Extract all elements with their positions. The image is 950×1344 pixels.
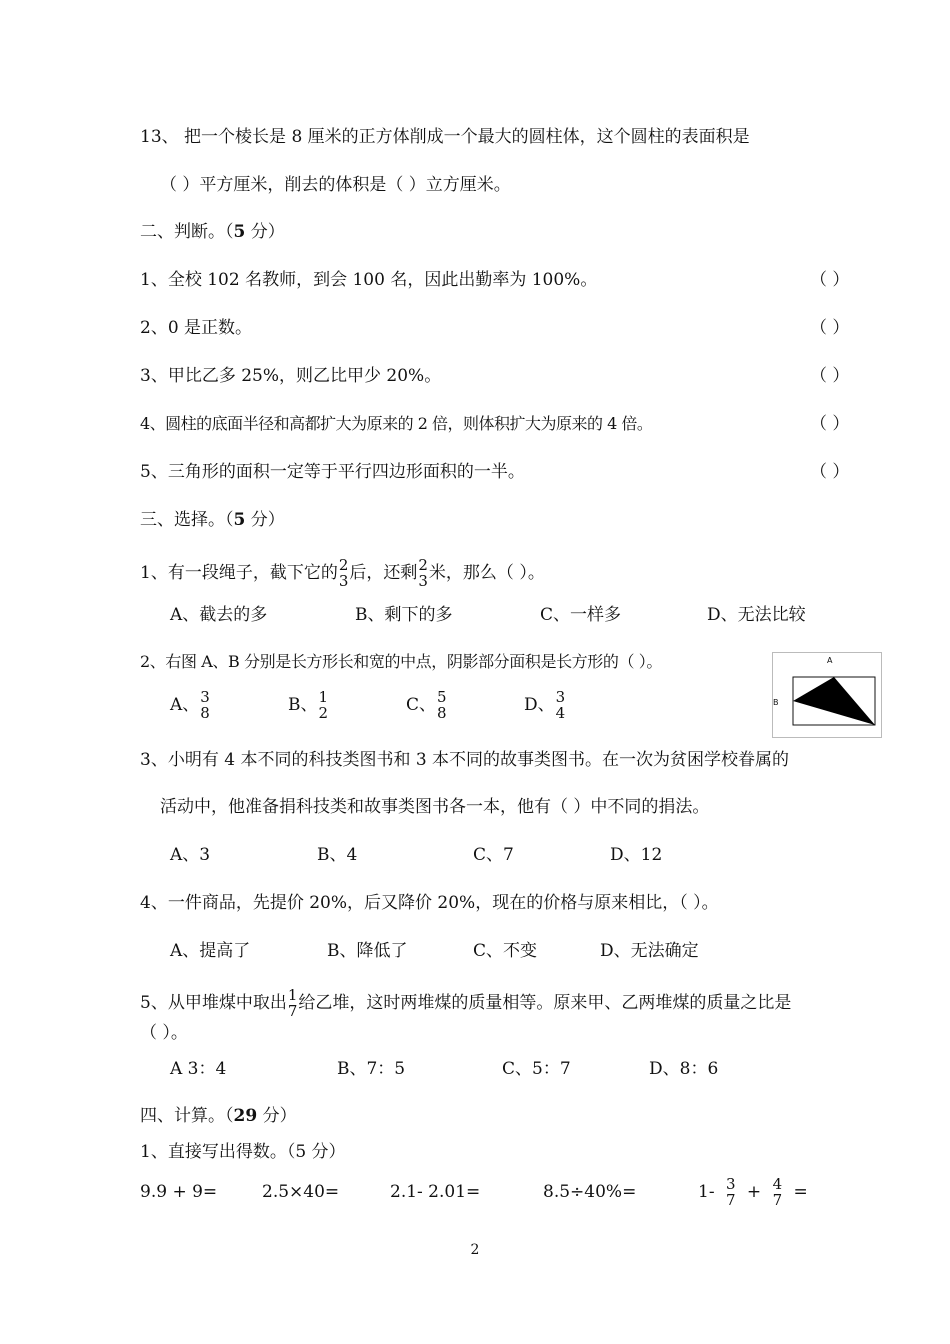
choice-q2-option-d[interactable] [524, 690, 566, 721]
judge-answer-1[interactable]: （ ） [810, 270, 850, 290]
fraction-three-sevenths [726, 1177, 736, 1208]
q13-line2: （ ）平方厘米，削去的体积是（ ）立方厘米。 [160, 175, 511, 195]
fraction-denominator: 7 [287, 1002, 298, 1020]
fraction-numerator: 3 [725, 1175, 736, 1193]
choice-q4-text: 4、一件商品，先提价 20%，后又降价 20%，现在的价格与原来相比，（ ）。 [140, 893, 719, 913]
section3-score: 5 [233, 510, 246, 530]
choice-q5-option-a[interactable]: A 3：4 [170, 1059, 227, 1079]
choice-q3-option-a[interactable]: A、3 [170, 845, 211, 865]
shaded-triangle [793, 677, 875, 725]
expr-2: 2.5×40= [262, 1182, 340, 1202]
section4-score: 29 [233, 1106, 258, 1126]
fraction-two-thirds-2 [418, 558, 428, 589]
fraction-numerator: 4 [772, 1175, 783, 1193]
choice-q3-option-b[interactable]: B、4 [317, 845, 358, 865]
fraction-numerator: 3 [555, 688, 566, 706]
fraction-one-seventh [288, 988, 298, 1019]
fraction-option-d [556, 690, 566, 721]
expr-3: 2.1- 2.01= [390, 1182, 481, 1202]
option-prefix: A、 [170, 695, 200, 715]
fraction-two-thirds-1 [339, 558, 349, 589]
option-prefix: B、 [288, 695, 318, 715]
fraction-denominator: 3 [418, 572, 428, 590]
section2-title-text: 二、判断。（ [140, 222, 234, 242]
fraction-option-a [200, 690, 210, 721]
choice-q5-text-b: 给乙堆，这时两堆煤的质量相等。原来甲、乙两堆煤的质量之比是 [298, 993, 792, 1013]
choice-q1-option-b[interactable]: B、剩下的多 [355, 605, 453, 625]
q13-line1: 13、 把一个棱长是 8 厘米的正方体削成一个最大的圆柱体，这个圆柱的表面积是 [140, 127, 750, 147]
section2-title [140, 222, 285, 242]
choice-q3-line2: 活动中，他准备捐科技类和故事类图书各一本，他有（ ）中不同的捐法。 [160, 797, 710, 817]
choice-q3-line1: 3、小明有 4 本不同的科技类图书和 3 本不同的故事类图书。在一次为贫困学校眷属的 [140, 750, 790, 770]
fraction-denominator: 3 [338, 572, 349, 590]
choice-q2-text: 2、右图 A、B 分别是长方形长和宽的中点，阴影部分面积是长方形的（ ）。 [140, 652, 662, 671]
choice-q5-line1 [140, 988, 791, 1019]
fraction-denominator: 7 [772, 1191, 783, 1209]
choice-q4-option-b[interactable]: B、降低了 [327, 941, 408, 961]
fraction-denominator: 8 [200, 704, 210, 722]
choice-q1-option-d[interactable]: D、无法比较 [707, 605, 806, 625]
fraction-numerator: 3 [200, 688, 210, 706]
section3-title-text: 三、选择。（ [140, 510, 234, 530]
section4-q1-title: 1、直接写出得数。（5 分） [140, 1142, 346, 1162]
fraction-denominator: 7 [725, 1191, 736, 1209]
choice-q1-text-b: 后，还剩 [349, 563, 418, 583]
section4-title [140, 1106, 297, 1126]
expr-4: 8.5÷40%= [543, 1182, 637, 1202]
page-number: 2 [470, 1242, 480, 1258]
section4-suffix: 分） [257, 1106, 297, 1126]
choice-q2-option-a[interactable] [170, 690, 211, 721]
expr-5 [698, 1172, 808, 1212]
fraction-option-b [319, 690, 329, 721]
section2-suffix: 分） [245, 222, 285, 242]
choice-q1-option-a[interactable]: A、截去的多 [170, 605, 268, 625]
choice-q1-option-c[interactable]: C、一样多 [540, 605, 622, 625]
section3-suffix: 分） [245, 510, 285, 530]
choice-q3-option-d[interactable]: D、12 [610, 845, 663, 865]
fraction-numerator: 1 [287, 986, 298, 1004]
choice-q4-option-a[interactable]: A、提高了 [170, 941, 251, 961]
fraction-numerator: 2 [338, 556, 349, 574]
choice-q1 [140, 558, 545, 589]
fraction-denominator: 2 [318, 704, 329, 722]
choice-q1-text-c: 米，那么（ ）。 [428, 563, 545, 583]
choice-q5-option-b[interactable]: B、7：5 [337, 1059, 406, 1079]
judge-item-1: 1、全校 102 名教师，到会 100 名，因此出勤率为 100%。 [140, 270, 598, 290]
choice-q1-text-a: 1、有一段绳子，截下它的 [140, 563, 338, 583]
fraction-numerator: 5 [437, 688, 447, 706]
section4-title-text: 四、计算。（ [140, 1106, 234, 1126]
expr-5-prefix: 1- [698, 1182, 715, 1202]
fraction-denominator: 8 [437, 704, 447, 722]
choice-q2-option-b[interactable] [288, 690, 329, 721]
choice-q5-line2: （ ）。 [140, 1023, 188, 1043]
judge-item-3: 3、甲比乙多 25%，则乙比甲少 20%。 [140, 366, 442, 386]
judge-answer-4[interactable]: （ ） [810, 414, 850, 434]
choice-q3-option-c[interactable]: C、7 [473, 845, 514, 865]
choice-q5-text-a: 5、从甲堆煤中取出 [140, 993, 287, 1013]
fraction-denominator: 4 [555, 704, 566, 722]
figure-label-a: A [827, 656, 833, 665]
fraction-numerator: 2 [418, 556, 428, 574]
section3-title [140, 510, 285, 530]
option-prefix: D、 [524, 695, 555, 715]
expr-5-operator: + [746, 1182, 762, 1202]
rectangle-figure [772, 652, 882, 738]
fraction-numerator: 1 [318, 688, 329, 706]
judge-answer-2[interactable]: （ ） [810, 318, 850, 338]
choice-q5-option-c[interactable]: C、5：7 [502, 1059, 571, 1079]
judge-answer-5[interactable]: （ ） [810, 462, 850, 482]
choice-q4-option-c[interactable]: C、不变 [473, 941, 538, 961]
choice-q4-option-d[interactable]: D、无法确定 [600, 941, 699, 961]
expr-1: 9.9 + 9= [140, 1182, 218, 1202]
rectangle-triangle-diagram [773, 653, 881, 737]
fraction-option-c [437, 690, 447, 721]
choice-q2-option-c[interactable] [406, 690, 448, 721]
figure-label-b: B [773, 698, 779, 707]
judge-item-2: 2、0 是正数。 [140, 318, 253, 338]
fraction-four-sevenths [773, 1177, 783, 1208]
judge-item-4: 4、圆柱的底面半径和高都扩大为原来的 2 倍，则体积扩大为原来的 4 倍。 [140, 414, 653, 433]
judge-item-5: 5、三角形的面积一定等于平行四边形面积的一半。 [140, 462, 525, 482]
judge-answer-3[interactable]: （ ） [810, 366, 850, 386]
choice-q5-option-d[interactable]: D、8：6 [649, 1059, 719, 1079]
option-prefix: C、 [406, 695, 437, 715]
section2-score: 5 [233, 222, 246, 242]
expr-5-equals: = [793, 1182, 808, 1202]
